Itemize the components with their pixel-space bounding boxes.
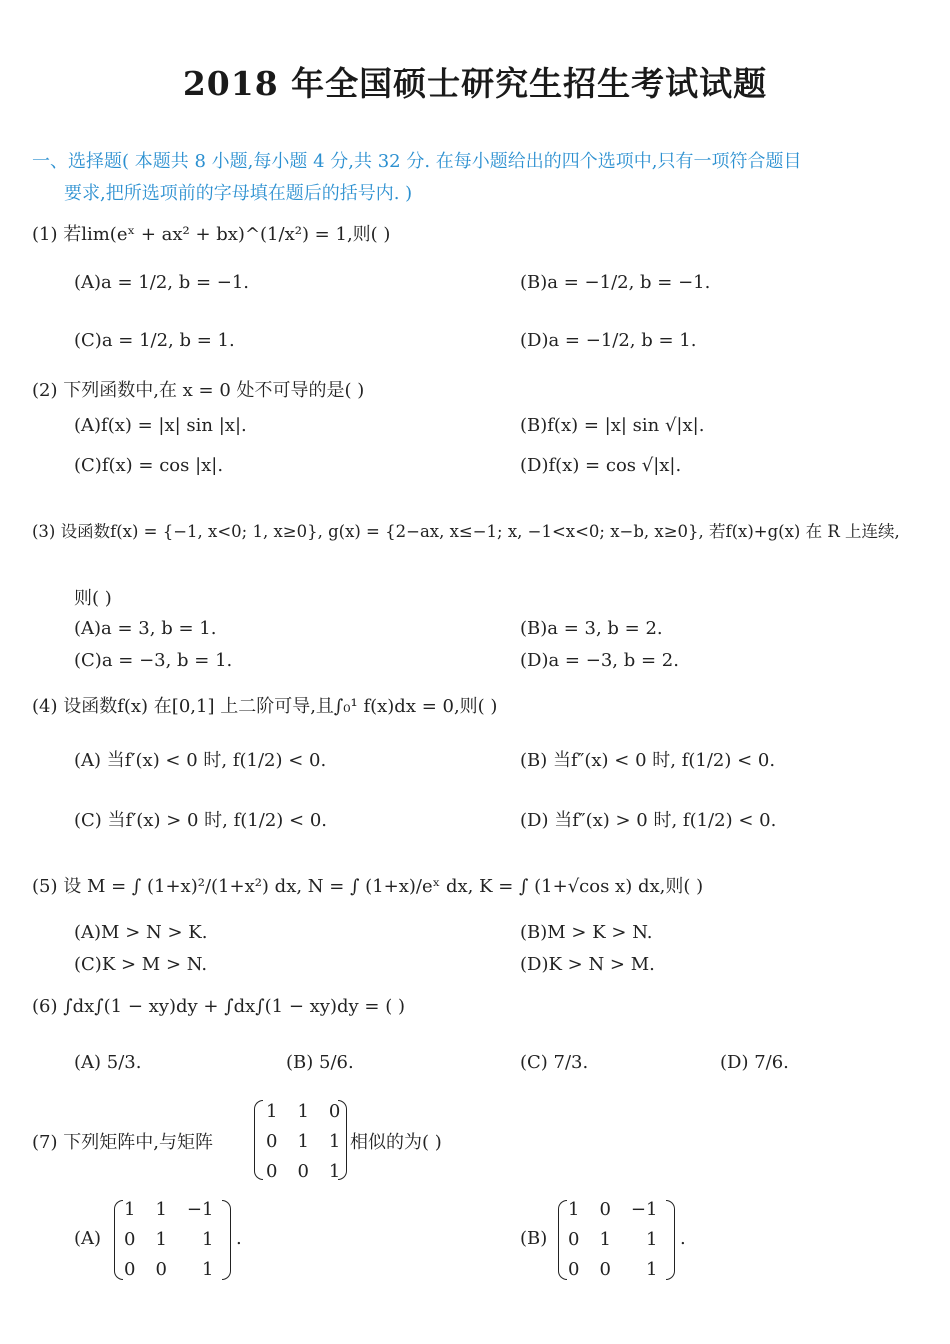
q6-option-a[interactable]: (A) 5/3. [74, 1052, 142, 1073]
matrix-cell: 1 [155, 1198, 167, 1220]
matrix-cell: 0 [599, 1258, 611, 1280]
question-3-tail: 则( ) [74, 588, 112, 609]
matrix-cell: 1 [202, 1228, 214, 1250]
matrix-cell: 0 [297, 1160, 309, 1182]
q7-b-period: . [680, 1228, 686, 1249]
q4-option-a[interactable]: (A) 当f′(x) < 0 时, f(1/2) < 0. [74, 750, 327, 771]
question-6-stem: (6) ∫dx∫(1 − xy)dy + ∫dx∫(1 − xy)dy = ( ) [32, 996, 405, 1017]
question-7-stem-a: (7) 下列矩阵中,与矩阵 [32, 1132, 213, 1153]
q7-option-a-matrix[interactable] [114, 1194, 223, 1284]
q5-option-a[interactable]: (A)M > N > K. [74, 922, 208, 943]
matrix-cell: 0 [155, 1258, 167, 1280]
q1-option-d[interactable]: (D)a = −1/2, b = 1. [520, 330, 697, 351]
matrix-cell: 0 [266, 1130, 278, 1152]
q5-option-b[interactable]: (B)M > K > N. [520, 922, 653, 943]
matrix-cell: 0 [124, 1258, 136, 1280]
matrix-cell: 1 [297, 1100, 309, 1122]
matrix-cell: 1 [646, 1258, 658, 1280]
q4-option-b[interactable]: (B) 当f″(x) < 0 时, f(1/2) < 0. [520, 750, 776, 771]
q7-option-b-label[interactable]: (B) [520, 1228, 548, 1249]
question-4-stem: (4) 设函数f(x) 在[0,1] 上二阶可导,且∫₀¹ f(x)dx = 0,则( ) [32, 696, 498, 717]
q1-option-b[interactable]: (B)a = −1/2, b = −1. [520, 272, 711, 293]
section-heading [32, 146, 922, 210]
q7-given-matrix [256, 1096, 350, 1186]
q5-option-c[interactable]: (C)K > M > N. [74, 954, 208, 975]
matrix-cell: 1 [155, 1228, 167, 1250]
q4-option-d[interactable]: (D) 当f″(x) > 0 时, f(1/2) < 0. [520, 810, 777, 831]
matrix-cell: 1 [124, 1198, 136, 1220]
question-5-stem: (5) 设 M = ∫ (1+x)²/(1+x²) dx, N = ∫ (1+x)/eˣ dx, K = ∫ (1+√cos x) dx,则( ) [32, 876, 704, 897]
matrix-cell: 0 [266, 1160, 278, 1182]
page-title: 2018 年全国硕士研究生招生考试试题 [182, 64, 768, 103]
question-3-stem: (3) 设函数f(x) = {−1, x<0; 1, x≥0}, g(x) = {2−ax, x≤−1; x, −1<x<0; x−b, x≥0}, 若f(x)+g(x) 在 R 上连续, [32, 522, 900, 541]
matrix-cell: 1 [599, 1228, 611, 1250]
q7-a-period: . [236, 1228, 242, 1249]
section-line-2: 要求,把所选项前的字母填在题后的括号内. ) [64, 183, 413, 204]
q2-option-d[interactable]: (D)f(x) = cos √|x|. [520, 455, 682, 476]
matrix-cell: −1 [630, 1198, 658, 1220]
q3-option-a[interactable]: (A)a = 3, b = 1. [74, 618, 217, 639]
q6-option-b[interactable]: (B) 5/6. [286, 1052, 354, 1073]
q5-option-d[interactable]: (D)K > N > M. [520, 954, 655, 975]
matrix-cell: −1 [186, 1198, 214, 1220]
matrix-cell: 1 [266, 1100, 278, 1122]
q7-b-right-bracket [666, 1200, 675, 1280]
question-1-stem: (1) 若lim(eˣ + ax² + bx)^(1/x²) = 1,则( ) [32, 224, 391, 245]
section-line-1: 一、选择题( 本题共 8 小题,每小题 4 分,共 32 分. 在每小题给出的四个选项中,只有一项符合题目 [32, 151, 802, 172]
q3-option-b[interactable]: (B)a = 3, b = 2. [520, 618, 663, 639]
q6-option-d[interactable]: (D) 7/6. [720, 1052, 789, 1073]
matrix-cell: 0 [599, 1198, 611, 1220]
q7-option-a-label[interactable]: (A) [74, 1228, 102, 1249]
q3-option-d[interactable]: (D)a = −3, b = 2. [520, 650, 679, 671]
question-7-stem-b: 相似的为( ) [350, 1132, 442, 1153]
q2-option-c[interactable]: (C)f(x) = cos |x|. [74, 455, 224, 476]
matrix-cell: 1 [202, 1258, 214, 1280]
q2-option-b[interactable]: (B)f(x) = |x| sin √|x|. [520, 415, 705, 436]
q1-option-c[interactable]: (C)a = 1/2, b = 1. [74, 330, 235, 351]
q2-option-a[interactable]: (A)f(x) = |x| sin |x|. [74, 415, 247, 436]
q7-given-right-bracket [338, 1100, 347, 1180]
matrix-cell: 1 [297, 1130, 309, 1152]
matrix-cell: 1 [328, 1130, 341, 1152]
q7-a-right-bracket [222, 1200, 231, 1280]
q4-option-c[interactable]: (C) 当f′(x) > 0 时, f(1/2) < 0. [74, 810, 328, 831]
matrix-cell: 0 [124, 1228, 136, 1250]
matrix-cell: 0 [328, 1100, 341, 1122]
q1-option-a[interactable]: (A)a = 1/2, b = −1. [74, 272, 250, 293]
matrix-cell: 1 [646, 1228, 658, 1250]
question-2-stem: (2) 下列函数中,在 x = 0 处不可导的是( ) [32, 380, 365, 401]
q3-option-c[interactable]: (C)a = −3, b = 1. [74, 650, 233, 671]
matrix-cell: 1 [328, 1160, 341, 1182]
q7-option-b-matrix[interactable] [558, 1194, 667, 1284]
matrix-cell: 1 [568, 1198, 580, 1220]
matrix-cell: 0 [568, 1228, 580, 1250]
q6-option-c[interactable]: (C) 7/3. [520, 1052, 589, 1073]
matrix-cell: 0 [568, 1258, 580, 1280]
